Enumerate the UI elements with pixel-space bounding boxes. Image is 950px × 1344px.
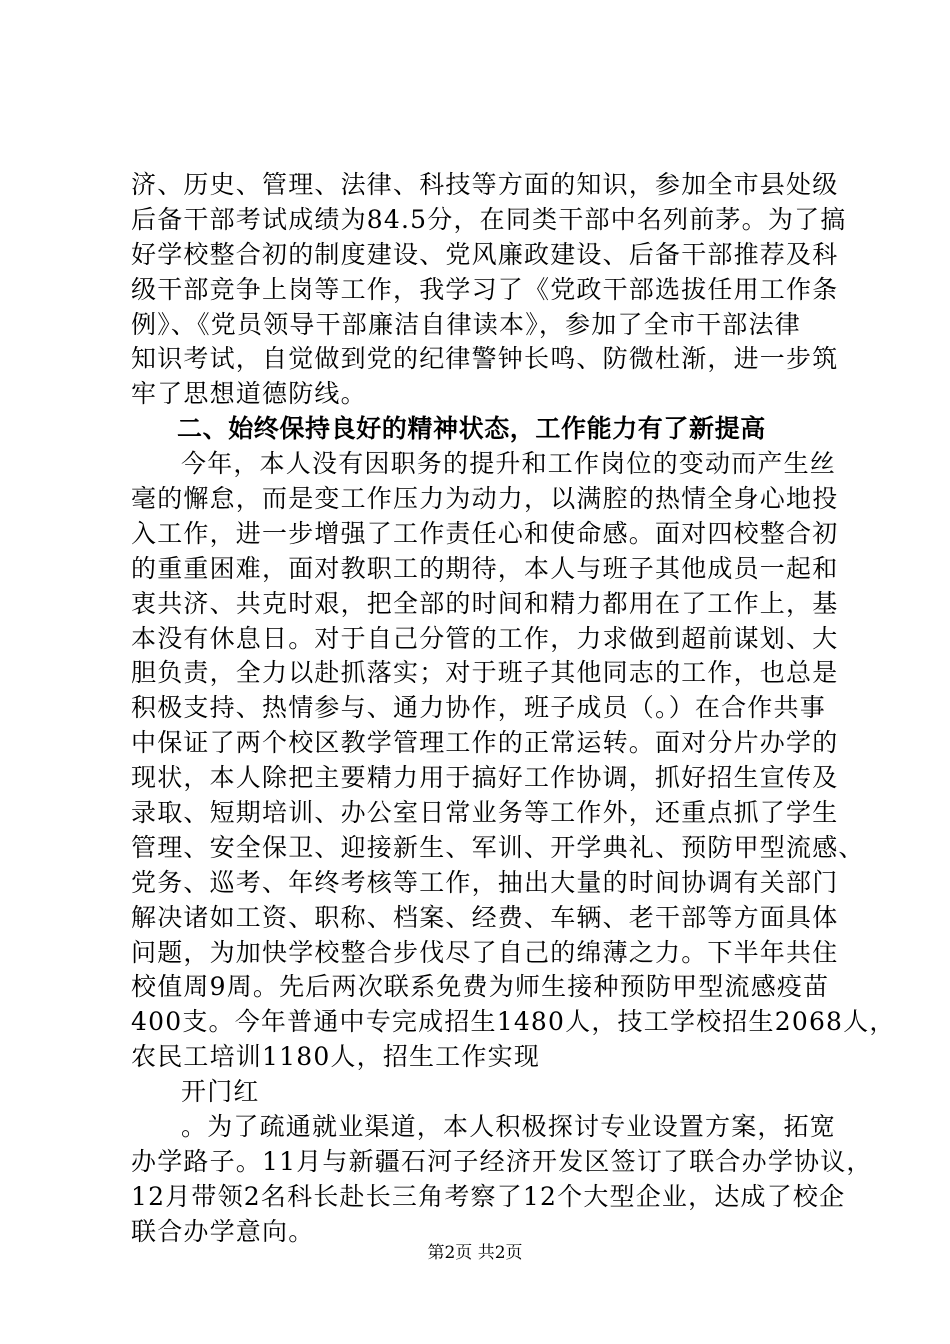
- text-fragment: 开门红: [181, 1077, 260, 1107]
- text-line: 解决诸如工资、职称、档案、经费、车辆、老干部等方面具体: [131, 902, 839, 932]
- text-line: 例》、《党员领导干部廉洁自律读本》，参加了全市干部法律: [131, 309, 801, 339]
- text-line: 校值周9周。先后两次联系免费为师生接种预防甲型流感疫苗: [131, 972, 830, 1002]
- text-line: 本没有休息日。对于自己分管的工作，力求做到超前谋划、大: [131, 623, 839, 653]
- text-line: 12月带领2名科长赴长三角考察了12个大型企业，达成了校企: [131, 1181, 846, 1211]
- text-line: 积极支持、热情参与、通力协作，班子成员（。）在合作共事: [131, 693, 826, 723]
- text-line: 衷共济、共克时艰，把全部的时间和精力都用在了工作上，基: [131, 588, 839, 618]
- section-heading: 二、始终保持良好的精神状态，工作能力有了新提高: [177, 414, 766, 444]
- text-line: 牢了思想道德防线。: [131, 379, 367, 409]
- text-line: 后备干部考试成绩为84.5分，在同类干部中名列前茅。为了搞: [131, 204, 847, 234]
- document-body: [131, 168, 896, 1250]
- text-line: 办学路子。11月与新疆石河子经济开发区签订了联合办学协议，: [131, 1146, 873, 1176]
- text-line: 级干部竞争上岗等工作，我学习了《党政干部选拔任用工作条: [131, 274, 839, 304]
- text-line: 胆负责，全力以赴抓落实；对于班子其他同志的工作，也总是: [131, 658, 839, 688]
- text-line: 管理、安全保卫、迎接新生、军训、开学典礼、预防甲型流感、: [131, 832, 865, 862]
- text-line: 农民工培训1180人，招生工作实现: [131, 1042, 541, 1072]
- text-line: 现状，本人除把主要精力用于搞好工作协调，抓好招生宣传及: [131, 763, 839, 793]
- text-line: 中保证了两个校区教学管理工作的正常运转。面对分片办学的: [131, 728, 839, 758]
- text-line: 知识考试，自觉做到党的纪律警钟长鸣、防微杜渐，进一步筑: [131, 344, 839, 374]
- text-line: 录取、短期培训、办公室日常业务等工作外，还重点抓了学生: [131, 798, 839, 828]
- text-line: 济、历史、管理、法律、科技等方面的知识，参加全市县处级: [131, 170, 839, 199]
- text-line: 400支。今年普通中专完成招生1480人，技工学校招生2068人，: [131, 1007, 896, 1037]
- text-line: 今年，本人没有因职务的提升和工作岗位的变动而产生丝: [181, 449, 837, 479]
- text-line: 毫的懈怠，而是变工作压力为动力，以满腔的热情全身心地投: [131, 484, 839, 514]
- text-line: 好学校整合初的制度建设、党风廉政建设、后备干部推荐及科: [131, 239, 839, 269]
- text-line: 问题，为加快学校整合步伐尽了自己的绵薄之力。下半年共住: [131, 937, 839, 967]
- text-line: 的重重困难，面对教职工的期待，本人与班子其他成员一起和: [131, 553, 839, 583]
- text-line: 联合办学意向。: [131, 1216, 315, 1246]
- page-number-footer: 第2页 共2页: [427, 1243, 523, 1263]
- text-line: 党务、巡考、年终考核等工作，抽出大量的时间协调有关部门: [131, 867, 839, 897]
- text-line: 。为了疏通就业渠道，本人积极探讨专业设置方案，拓宽: [181, 1112, 837, 1142]
- text-line: 入工作，进一步增强了工作责任心和使命感。面对四校整合初: [131, 518, 839, 548]
